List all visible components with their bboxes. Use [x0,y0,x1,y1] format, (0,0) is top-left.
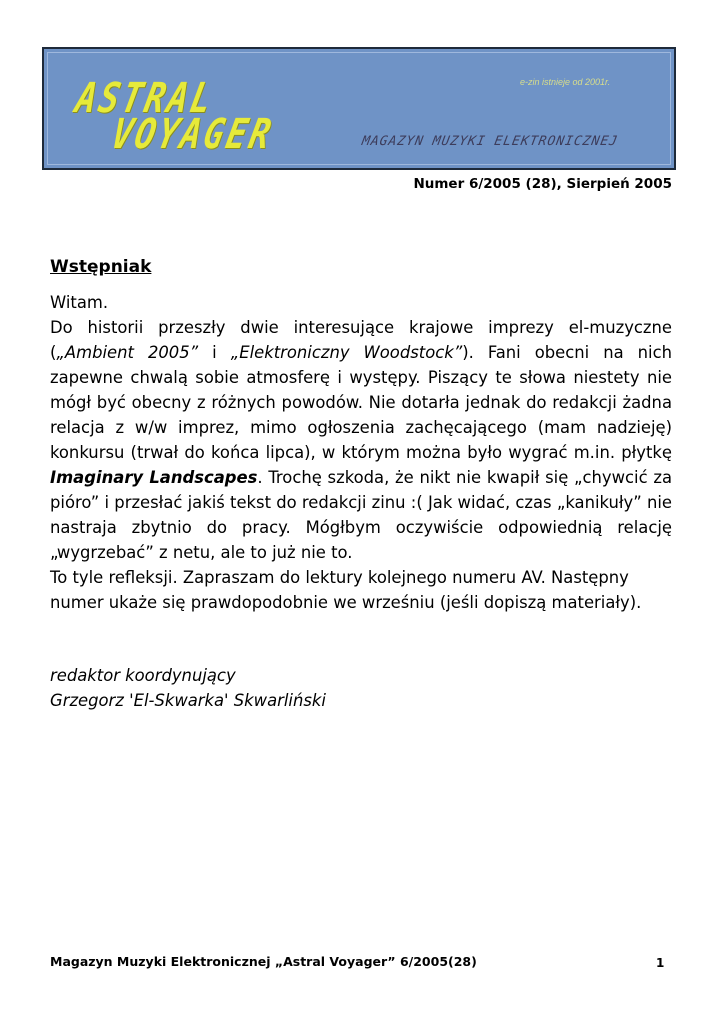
issue-line: Numer 6/2005 (28), Sierpień 2005 [413,176,672,192]
p1-text-d: . Trochę szkoda, że nikt nie kwapił się „chywcić za pióro” i przesłać jakiś tekst do redakcji zinu :( Jak widać, czas „kanikuły” nie nastraja zbytnio do pracy. Mógłbym oczywiście odpowiednią relację „wygrzebać” z netu, ale to już nie to. [50,468,672,562]
p1-text-b: i [198,343,231,362]
article-body [50,290,672,615]
event-ambient: „Ambient 2005” [56,343,199,362]
article-greeting: Witam. [50,293,109,312]
event-woodstock: „Elektroniczny Woodstock” [230,343,463,362]
signature-role: redaktor koordynujący [50,666,236,685]
p1-text-c: ). Fani obecni na nich zapewne chwalą sobie atmosferę i występy. Piszący te słowa niestety nie mógł być obecny z różnych powodów. Nie dotarła jednak do redakcji żadna relacja z w/w imprez, mimo ogłoszenia zachęcającego (mam nadzieję) konkursu (trwał do końca lipca), w którym można było wygrać m.in. płytkę [50,343,672,462]
signature-name: Grzegorz 'El-Skwarka' Skwarliński [50,691,326,710]
banner-magazine-name: MAGAZYN MUZYKI ELEKTRONICZNEJ [360,134,620,149]
page-footer: Magazyn Muzyki Elektronicznej „Astral Voyager” 6/2005(28) [50,954,477,969]
signature-block [50,663,326,713]
banner-tagline: e-zin istnieje od 2001r. [520,77,611,87]
magazine-banner [42,47,676,170]
logo-voyager: VOYAGER [107,109,279,158]
article-paragraph-2: To tyle refleksji. Zapraszam do lektury kolejnego numeru AV. Następny numer ukaże się prawdopodobnie we wrześniu (jeśli dopiszą materiały). [50,568,642,612]
article-paragraph-1 [50,315,672,565]
album-title: Imaginary Landscapes [50,468,258,487]
article-heading: Wstępniak [50,257,152,277]
p1-text-a: Do historii przeszły dwie interesujące krajowe imprezy el-muzyczne ( [50,318,672,362]
page-number: 1 [656,956,665,970]
logo-astral: ASTRAL [71,73,220,122]
